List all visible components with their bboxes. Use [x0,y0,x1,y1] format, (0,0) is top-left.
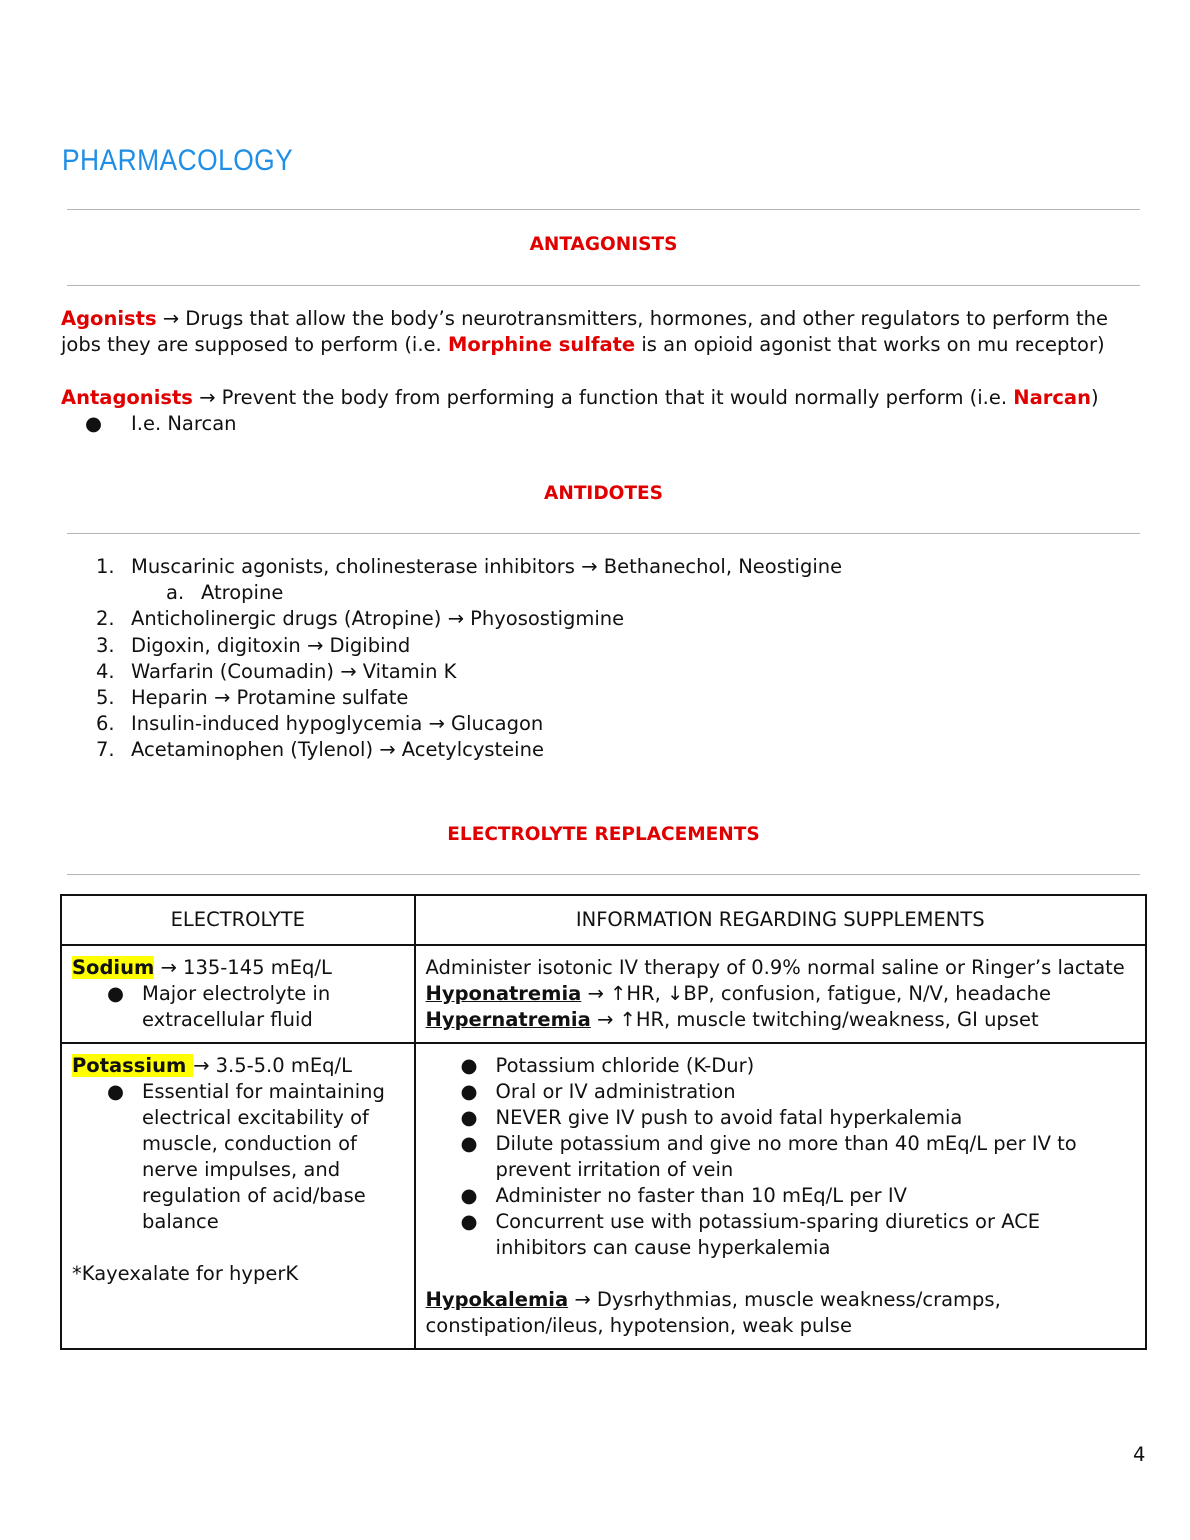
bullet-icon: ● [460,1080,478,1103]
hypernatremia-text: → ↑HR, muscle twitching/weakness, GI upset [590,1008,1039,1031]
item-text: Warfarin (Coumadin) → Vitamin K [131,659,457,683]
list-item [426,1209,1135,1261]
item-number: 2. [96,607,115,631]
agonists-text: → Drugs that allow the body’s neurotransmitters, hormones, and other regulators to perform the jobs they are supposed to perform (i.e. [61,307,1109,356]
agonists-term: Agonists [61,307,157,330]
bullet-text: Major electrolyte in extracellular fluid [142,982,331,1031]
electrolytes-heading: ELECTROLYTE REPLACEMENTS [447,824,760,845]
item-number: 5. [96,685,115,709]
bullet-text: Dilute potassium and give no more than 40 mEq/L per IV to prevent irritation of vein [495,1132,1077,1181]
potassium-range: → 3.5-5.0 mEq/L [193,1054,352,1077]
sodium-name: Sodium [72,956,155,979]
sodium-info: Administer isotonic IV therapy of 0.9% normal saline or Ringer’s lactate [425,956,1125,979]
sodium-range: → 135-145 mEq/L [154,956,332,979]
bullet-icon: ● [107,982,125,1005]
item-text: Heparin → Protamine sulfate [131,685,409,709]
divider [67,533,1140,534]
divider [67,285,1140,286]
bullet-icon: ● [85,412,103,435]
bullet-icon: ● [460,1184,478,1207]
agonists-paragraph [61,306,1151,358]
bullet-text: Administer no faster than 10 mEq/L per IV [495,1184,907,1207]
narcan-term: Narcan [1013,386,1091,409]
page-number: 4 [1133,1443,1146,1466]
antagonists-paragraph [61,385,1151,411]
bullet-text: NEVER give IV push to avoid fatal hyperkalemia [495,1106,963,1129]
antidotes-heading: ANTIDOTES [544,483,663,504]
list-item [426,1131,1135,1183]
page-title: PHARMACOLOGY [62,144,294,177]
potassium-bullets [72,1079,404,1235]
morphine-term: Morphine sulfate [447,333,636,356]
item-number: 4. [96,659,115,683]
list-item [72,1079,404,1235]
item-number: 3. [96,633,115,657]
hyponatremia-term: Hyponatremia [425,982,582,1005]
item-text: Atropine [201,581,284,605]
bullet-text: I.e. Narcan [131,412,237,435]
hyponatremia-text: → ↑HR, ↓BP, confusion, fatigue, N/V, headache [581,982,1051,1005]
potassium-cell [61,1043,415,1349]
list-item [426,1053,1135,1079]
divider [67,209,1140,210]
potassium-name: Potassium [72,1054,194,1077]
potassium-info-bullets [426,1053,1135,1261]
item-text: Digoxin, digitoxin → Digibind [131,633,411,657]
list-item [72,981,404,1033]
item-text: Acetaminophen (Tylenol) → Acetylcysteine [131,738,544,762]
sodium-bullets [72,981,404,1033]
list-item [426,1079,1135,1105]
potassium-info-cell [415,1043,1146,1349]
item-text: Anticholinergic drugs (Atropine) → Phyosostigmine [131,607,625,631]
antagonists-text-end: ) [1090,386,1099,409]
bullet-text: Oral or IV administration [495,1080,736,1103]
table-row [61,1043,1146,1349]
bullet-text: Concurrent use with potassium-sparing diuretics or ACE inhibitors can cause hyperkalemia [495,1210,1041,1259]
item-number: 1. [96,555,115,578]
antagonists-term: Antagonists [61,386,193,409]
bullet-icon: ● [460,1054,478,1077]
item-number: a. [166,581,185,605]
item-number: 7. [96,738,115,762]
table-row [61,945,1146,1043]
bullet-icon: ● [460,1132,478,1155]
bullet-icon: ● [460,1210,478,1233]
sodium-info-cell [415,945,1146,1043]
divider [67,874,1140,875]
list-item [426,1105,1135,1131]
kayexalate-note: *Kayexalate for hyperK [72,1262,299,1285]
hypokalemia-text: → Dysrhythmias, muscle weakness/cramps, constipation/ileus, hypotension, weak pulse [425,1288,1001,1337]
sodium-cell [61,945,415,1043]
electrolyte-table [60,894,1147,1350]
item-number: 6. [96,712,115,736]
table-header-row [61,895,1146,945]
bullet-text: Potassium chloride (K-Dur) [495,1054,755,1077]
list-item [426,1183,1135,1209]
hypokalemia-term: Hypokalemia [425,1288,569,1311]
agonists-text-end: is an opioid agonist that works on mu receptor) [635,333,1105,356]
bullet-text: Essential for maintaining electrical excitability of muscle, conduction of nerve impulses, and regulation of acid/base balance [142,1080,385,1233]
column-header: ELECTROLYTE [61,895,415,945]
item-text: Muscarinic agonists, cholinesterase inhibitors → Bethanechol, Neostigine [131,555,843,578]
antagonists-heading: ANTAGONISTS [529,234,678,255]
column-header: INFORMATION REGARDING SUPPLEMENTS [415,895,1146,945]
hypernatremia-term: Hypernatremia [425,1008,591,1031]
antagonists-text: → Prevent the body from performing a function that it would normally perform (i.e. [192,386,1014,409]
bullet-icon: ● [460,1106,478,1129]
bullet-icon: ● [107,1080,125,1103]
item-text: Insulin-induced hypoglycemia → Glucagon [131,712,544,736]
